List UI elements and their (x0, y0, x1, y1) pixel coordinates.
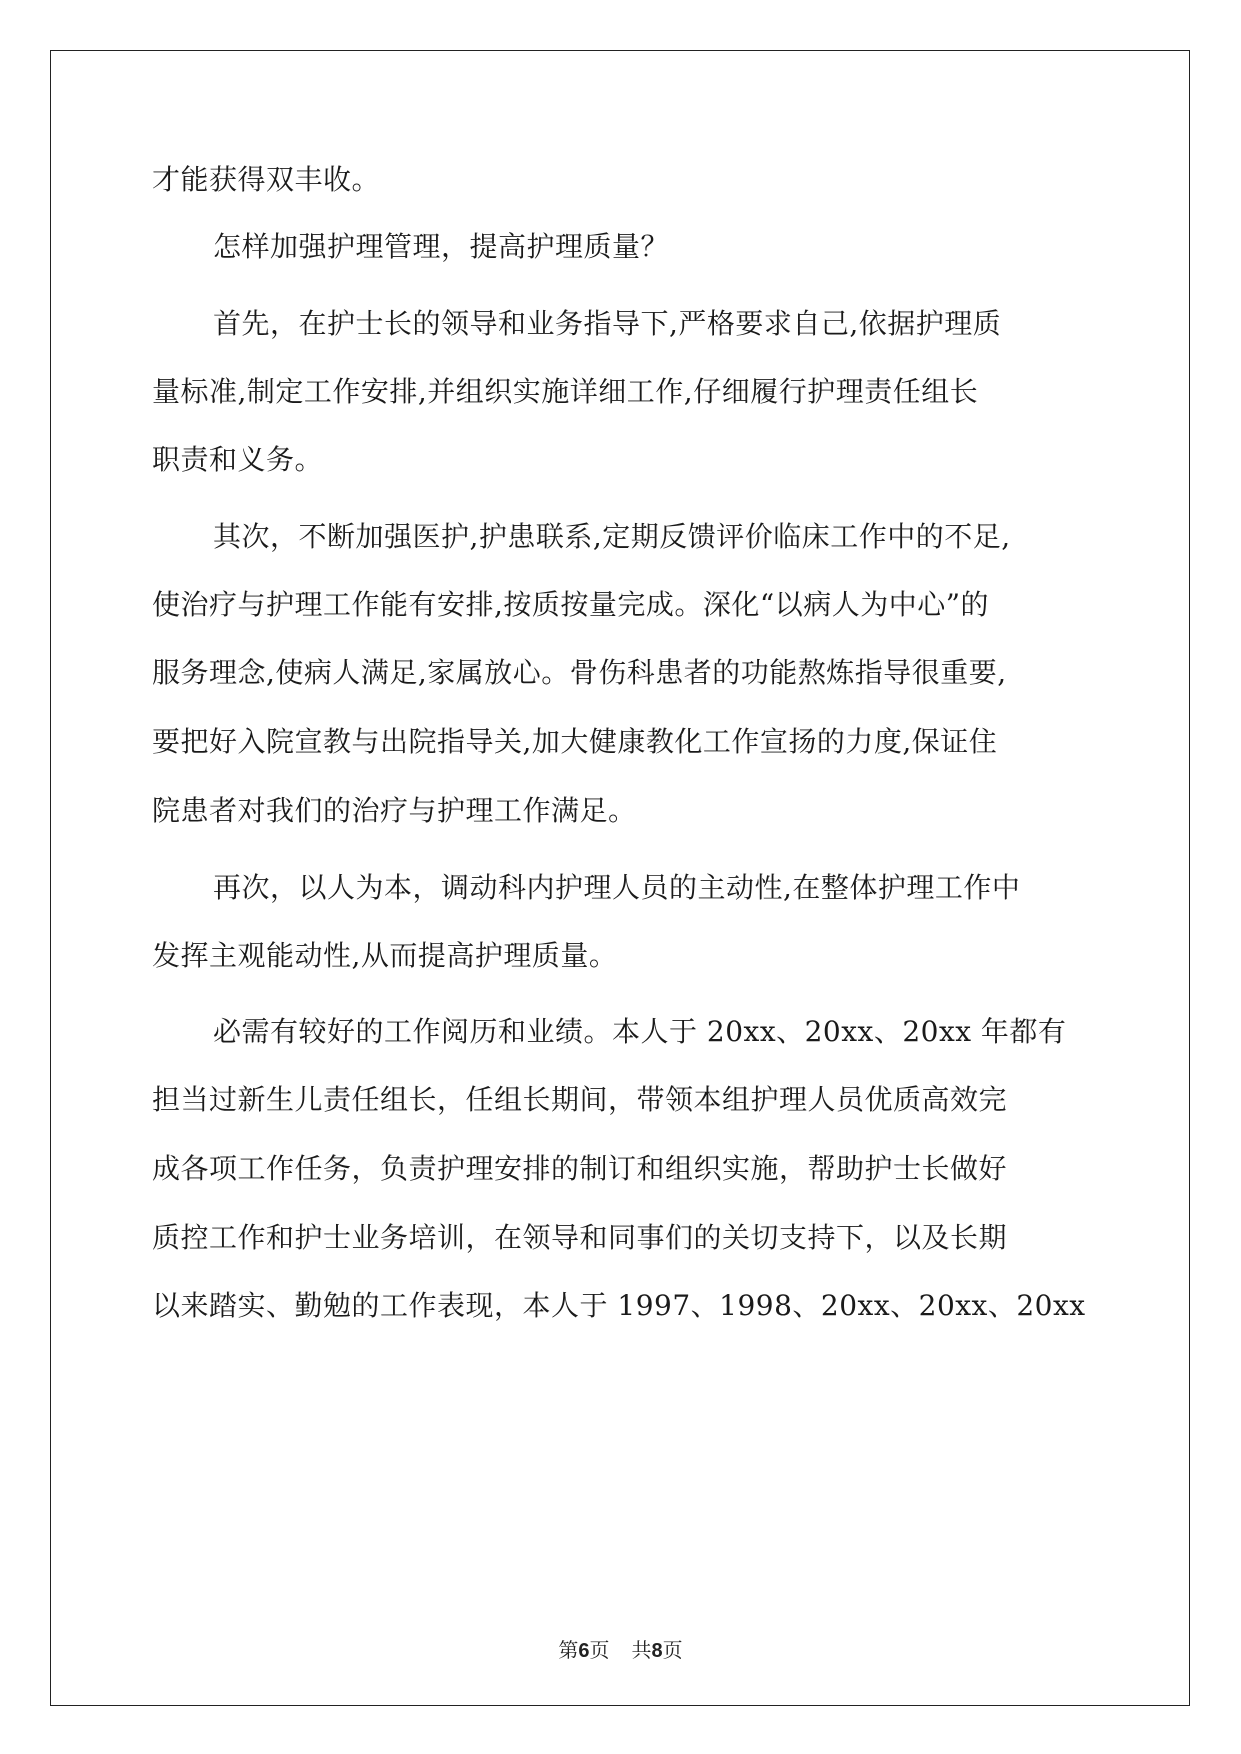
text-line: 要把好入院宣教与出院指导关,加大健康教化工作宣扬的力度,保证住 (152, 725, 998, 758)
text-line: 怎样加强护理管理，提高护理质量？ (213, 230, 670, 263)
text-line: 使治疗与护理工作能有安排,按质按量完成。深化“以病人为中心”的 (152, 588, 990, 621)
text-line: 院患者对我们的治疗与护理工作满足。 (152, 794, 637, 827)
text-line: 成各项工作任务，负责护理安排的制订和组织实施，帮助护士长做好 (152, 1152, 1008, 1185)
text-line: 必需有较好的工作阅历和业绩。本人于 20xx、20xx、20xx 年都有 (213, 1015, 1067, 1048)
total-prefix: 共 (631, 1638, 652, 1662)
text-line: 其次，不断加强医护,护患联系,定期反馈评价临床工作中的不足, (213, 520, 1011, 553)
current-page-number: 6 (578, 1640, 590, 1662)
page-footer (0, 1634, 1241, 1663)
text-line: 以来踏实、勤勉的工作表现，本人于 1997、1998、20xx、20xx、20xx (152, 1289, 1086, 1322)
text-line: 服务理念,使病人满足,家属放心。骨伤科患者的功能熬炼指导很重要, (152, 656, 1007, 689)
text-line: 再次，以人为本，调动科内护理人员的主动性,在整体护理工作中 (213, 871, 1021, 904)
text-line: 担当过新生儿责任组长，任组长期间，带领本组护理人员优质高效完 (152, 1083, 1008, 1116)
text-line: 发挥主观能动性,从而提高护理质量。 (152, 939, 618, 972)
page-suffix: 页 (589, 1638, 610, 1662)
page-prefix: 第 (558, 1638, 579, 1662)
text-line: 首先，在护士长的领导和业务指导下,严格要求自己,依据护理质 (213, 307, 1002, 340)
text-line: 质控工作和护士业务培训，在领导和同事们的关切支持下，以及长期 (152, 1221, 1008, 1254)
text-line: 才能获得双丰收。 (152, 163, 381, 196)
total-page-number: 8 (651, 1640, 663, 1662)
text-line: 职责和义务。 (152, 443, 324, 476)
text-line: 量标准,制定工作安排,并组织实施详细工作,仔细履行护理责任组长 (152, 375, 979, 408)
total-suffix: 页 (662, 1638, 683, 1662)
